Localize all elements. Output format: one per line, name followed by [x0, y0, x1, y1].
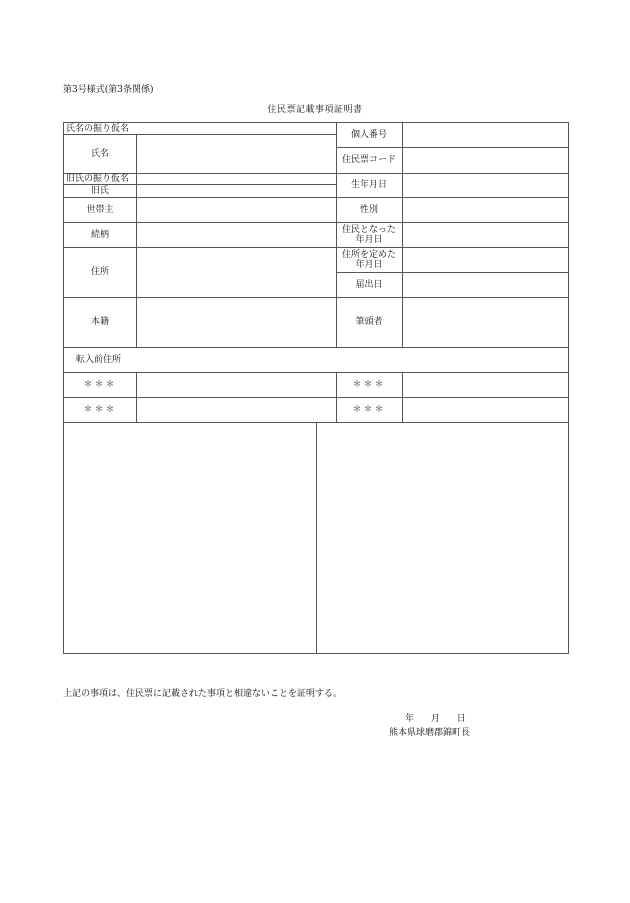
- household-head-label: 世帯主: [86, 204, 114, 215]
- address-label: 住所: [90, 267, 109, 277]
- certificate-table: [63, 122, 569, 654]
- date-month: 月: [430, 714, 440, 724]
- old-furigana-label: 旧氏の振り仮名: [66, 173, 130, 184]
- my-number-label: 個人番号: [350, 130, 387, 140]
- date-year: 年: [405, 714, 415, 724]
- form-code: 第3号様式(第3条関係): [63, 85, 154, 95]
- address-set-line-2: 年月日: [355, 259, 383, 270]
- birth-date-label: 生年月日: [350, 180, 387, 190]
- address-set-line-1: 住所を定めた: [341, 249, 396, 260]
- address-set-label: [336, 247, 402, 272]
- resident-code-value: [402, 147, 568, 173]
- document-title: 住民票記載事項証明書: [267, 105, 363, 115]
- relationship-label: 続柄: [90, 229, 109, 240]
- gender-label: 性別: [359, 204, 378, 215]
- notification-date-label: 届出日: [355, 279, 383, 290]
- old-name-label: 旧氏: [90, 185, 109, 196]
- issue-date: [405, 711, 466, 724]
- issuer-name: 熊本県球磨郡錦町長: [389, 728, 471, 738]
- date-day: 日: [456, 714, 466, 724]
- furigana-label: 氏名の振り仮名: [66, 123, 130, 134]
- name-value: [136, 134, 336, 173]
- masked-label-4: ＊＊＊: [352, 404, 386, 415]
- resident-since-line-2: 年月日: [355, 234, 383, 245]
- masked-label-1: ＊＊＊: [83, 379, 117, 390]
- resident-code-label: 住民票コード: [341, 155, 396, 165]
- family-head-label: 筆頭者: [355, 317, 383, 327]
- remarks-right-box: [316, 422, 568, 653]
- my-number-value: [402, 123, 568, 147]
- domicile-label: 本籍: [90, 317, 109, 327]
- masked-label-2: ＊＊＊: [83, 404, 117, 415]
- name-label: 氏名: [90, 148, 109, 159]
- resident-since-line-1: 住民となった: [341, 224, 396, 235]
- certification-statement: 上記の事項は、住民票に記載された事項と相違ないことを証明する。: [63, 689, 343, 699]
- masked-label-3: ＊＊＊: [352, 379, 386, 390]
- resident-since-label: [336, 222, 402, 247]
- remarks-left-box: [64, 422, 316, 653]
- previous-address-label: 転入前住所: [76, 354, 122, 365]
- furigana-value: [136, 123, 336, 134]
